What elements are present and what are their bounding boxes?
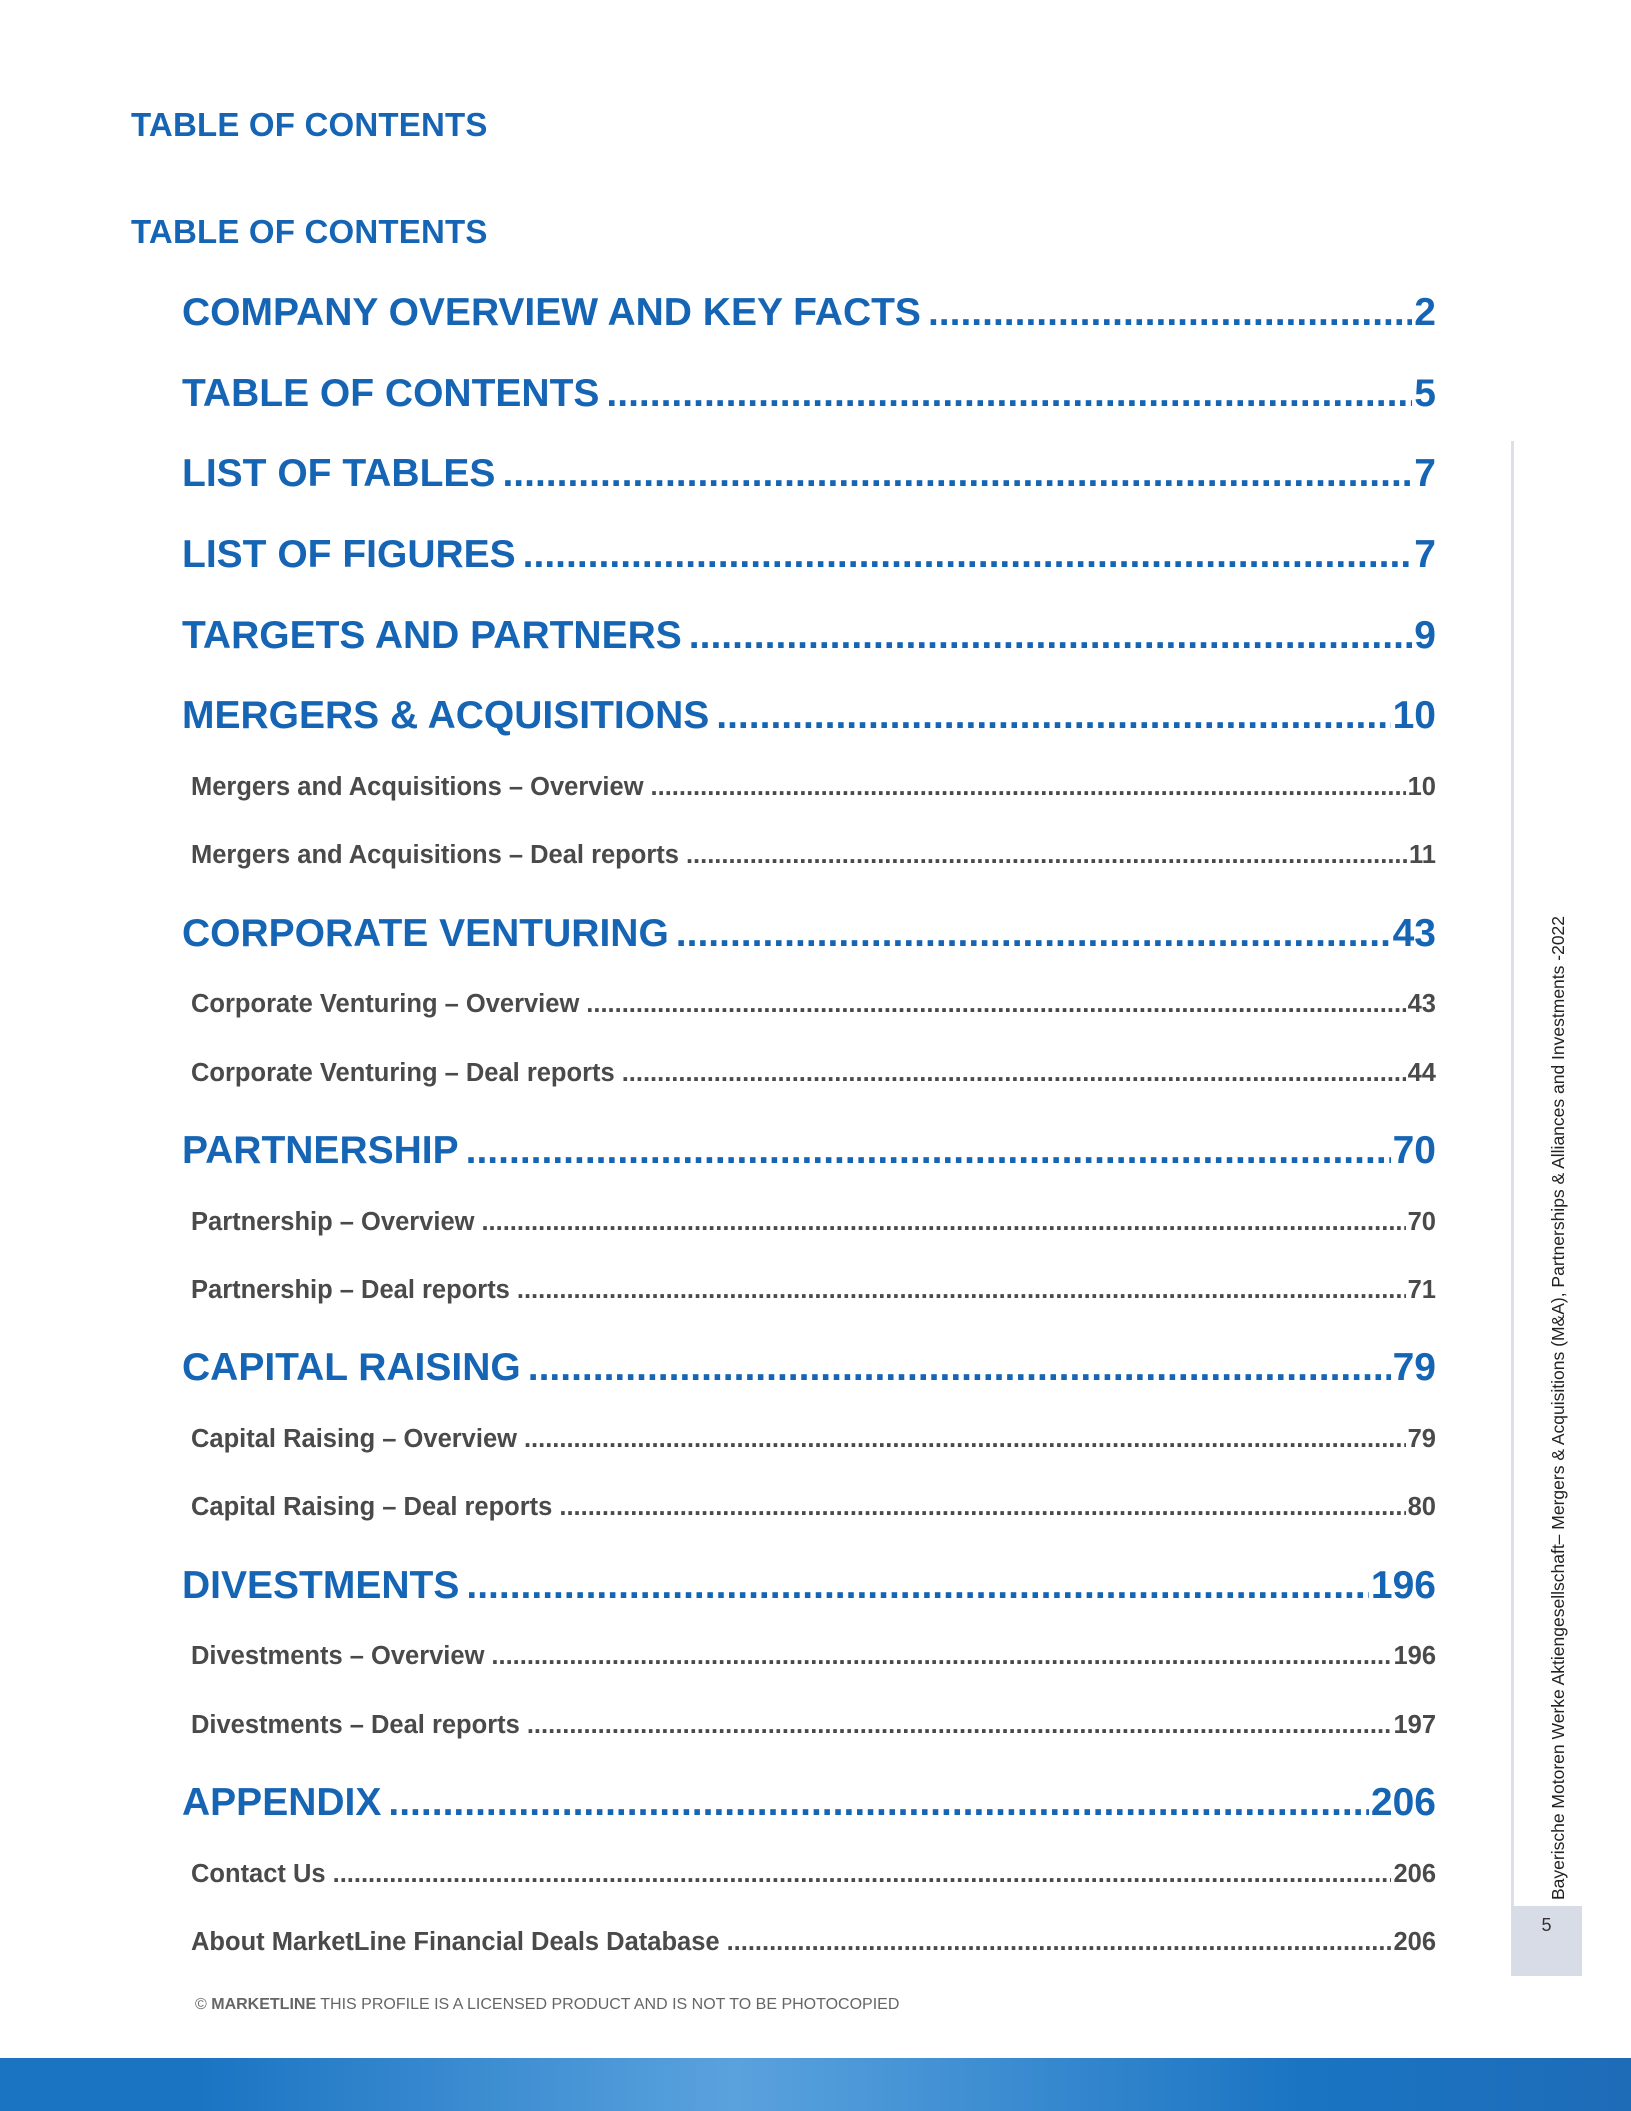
toc-entry-page: 196	[1393, 1642, 1436, 1671]
toc-dot-leader	[523, 522, 1413, 588]
table-of-contents	[182, 280, 1436, 1987]
toc-entry-page: 70	[1407, 1207, 1436, 1236]
toc-subsection-entry[interactable]	[182, 764, 1436, 832]
toc-entry-page: 7	[1414, 452, 1436, 496]
toc-entry-page: 5	[1414, 371, 1436, 415]
toc-entry-page: 196	[1370, 1563, 1436, 1607]
toc-entry-label: Corporate Venturing – Overview	[191, 990, 580, 1019]
toc-entry-page: 197	[1393, 1710, 1436, 1739]
toc-dot-leader	[333, 1851, 1392, 1897]
toc-entry-label: TABLE OF CONTENTS	[182, 371, 600, 415]
toc-subsection-entry[interactable]	[182, 1050, 1436, 1118]
toc-subsection-entry[interactable]	[182, 1484, 1436, 1552]
toc-entry-label: Capital Raising – Deal reports	[191, 1493, 553, 1522]
toc-subsection-entry[interactable]	[182, 1851, 1436, 1919]
toc-section-entry[interactable]	[182, 1118, 1436, 1199]
toc-entry-label: APPENDIX	[182, 1780, 382, 1824]
toc-subsection-entry[interactable]	[182, 1199, 1436, 1267]
copyright-symbol: ©	[195, 1996, 212, 2013]
toc-dot-leader	[481, 1199, 1405, 1245]
toc-entry-label: Divestments – Deal reports	[191, 1710, 520, 1739]
toc-dot-leader	[651, 764, 1406, 810]
footer-notice-text: THIS PROFILE IS A LICENSED PRODUCT AND IS NOT TO BE PHOTOCOPIED	[316, 1996, 900, 2013]
toc-dot-leader	[528, 1335, 1391, 1401]
page-number-box	[1511, 1906, 1582, 1976]
toc-subsection-entry[interactable]	[182, 1919, 1436, 1987]
page-number: 5	[1541, 1915, 1552, 1935]
toc-entry-label: CORPORATE VENTURING	[182, 911, 669, 955]
toc-entry-page: 206	[1370, 1780, 1436, 1824]
toc-entry-label: LIST OF FIGURES	[182, 533, 516, 577]
sidebar-divider	[1511, 441, 1514, 1906]
toc-dot-leader	[689, 603, 1413, 669]
toc-dot-leader	[388, 1770, 1369, 1836]
toc-entry-page: 2	[1414, 291, 1436, 334]
toc-section-entry[interactable]	[182, 1770, 1436, 1851]
toc-entry-page: 43	[1407, 990, 1436, 1019]
footer-notice	[195, 1996, 899, 2014]
toc-dot-leader	[928, 280, 1412, 346]
toc-entry-label: TARGETS AND PARTNERS	[182, 613, 682, 657]
toc-section-entry[interactable]	[182, 441, 1436, 522]
toc-section-entry[interactable]	[182, 901, 1436, 982]
toc-dot-leader	[466, 1553, 1369, 1619]
toc-section-entry[interactable]	[182, 1335, 1436, 1416]
toc-subsection-entry[interactable]	[182, 1633, 1436, 1701]
toc-dot-leader	[527, 1702, 1392, 1748]
toc-entry-page: 7	[1414, 533, 1436, 577]
toc-subsection-entry[interactable]	[182, 981, 1436, 1049]
footer-band	[0, 2058, 1631, 2111]
toc-subsection-entry[interactable]	[182, 1267, 1436, 1335]
toc-section-entry[interactable]	[182, 1553, 1436, 1634]
toc-entry-page: 79	[1407, 1424, 1436, 1453]
toc-entry-label: LIST OF TABLES	[182, 452, 496, 496]
toc-entry-page: 80	[1407, 1493, 1436, 1522]
toc-entry-label: MERGERS & ACQUISITIONS	[182, 694, 710, 738]
toc-heading: TABLE OF CONTENTS	[131, 213, 488, 250]
toc-dot-leader	[676, 901, 1391, 967]
toc-entry-label: Capital Raising – Overview	[191, 1424, 517, 1453]
toc-dot-leader	[586, 981, 1405, 1027]
toc-entry-page: 71	[1407, 1275, 1436, 1304]
toc-entry-page: 10	[1407, 773, 1436, 802]
toc-entry-label: Corporate Venturing – Deal reports	[191, 1058, 615, 1087]
toc-entry-label: DIVESTMENTS	[182, 1563, 460, 1607]
toc-section-entry[interactable]	[182, 361, 1436, 442]
toc-entry-label: Partnership – Overview	[191, 1207, 475, 1236]
toc-section-entry[interactable]	[182, 603, 1436, 684]
toc-section-entry[interactable]	[182, 683, 1436, 764]
toc-entry-page: 10	[1392, 694, 1436, 738]
page-title: TABLE OF CONTENTS	[131, 106, 488, 143]
toc-entry-page: 206	[1393, 1859, 1436, 1888]
toc-entry-label: Contact Us	[191, 1859, 326, 1888]
toc-entry-page: 44	[1407, 1058, 1436, 1087]
toc-entry-page: 11	[1409, 841, 1436, 870]
toc-dot-leader	[466, 1118, 1391, 1184]
toc-dot-leader	[606, 361, 1412, 427]
toc-entry-label: Mergers and Acquisitions – Overview	[191, 773, 644, 802]
toc-entry-label: Partnership – Deal reports	[191, 1275, 510, 1304]
toc-entry-label: COMPANY OVERVIEW AND KEY FACTS	[182, 291, 921, 334]
toc-entry-page: 9	[1414, 613, 1436, 657]
toc-entry-page: 43	[1392, 911, 1436, 955]
toc-entry-label: PARTNERSHIP	[182, 1129, 459, 1172]
toc-section-entry[interactable]	[182, 522, 1436, 603]
toc-entry-label: Divestments – Overview	[191, 1642, 485, 1671]
toc-entry-label: About MarketLine Financial Deals Database	[191, 1927, 720, 1956]
toc-dot-leader	[622, 1050, 1406, 1096]
toc-section-entry[interactable]	[182, 280, 1436, 361]
toc-subsection-entry[interactable]	[182, 1416, 1436, 1484]
toc-dot-leader	[727, 1919, 1392, 1965]
toc-dot-leader	[559, 1484, 1405, 1530]
toc-entry-page: 79	[1392, 1346, 1436, 1390]
toc-entry-page: 206	[1393, 1927, 1436, 1956]
toc-subsection-entry[interactable]	[182, 1702, 1436, 1770]
toc-dot-leader	[524, 1416, 1406, 1462]
toc-entry-page: 70	[1392, 1129, 1436, 1172]
toc-dot-leader	[716, 683, 1390, 749]
toc-dot-leader	[491, 1633, 1391, 1679]
toc-entry-label: CAPITAL RAISING	[182, 1346, 521, 1390]
toc-dot-leader	[517, 1267, 1406, 1313]
footer-brand: MARKETLINE	[211, 1996, 317, 2013]
toc-entry-label: Mergers and Acquisitions – Deal reports	[191, 841, 679, 870]
toc-subsection-entry[interactable]	[182, 832, 1436, 900]
toc-dot-leader	[502, 441, 1412, 507]
toc-dot-leader	[686, 832, 1407, 878]
sidebar-document-title: Bayerische Motoren Werke Aktiengesellschaft– Mergers & Acquisitions (M&A), Partnerships & Alliances and Investments -2022	[1548, 915, 1568, 1900]
